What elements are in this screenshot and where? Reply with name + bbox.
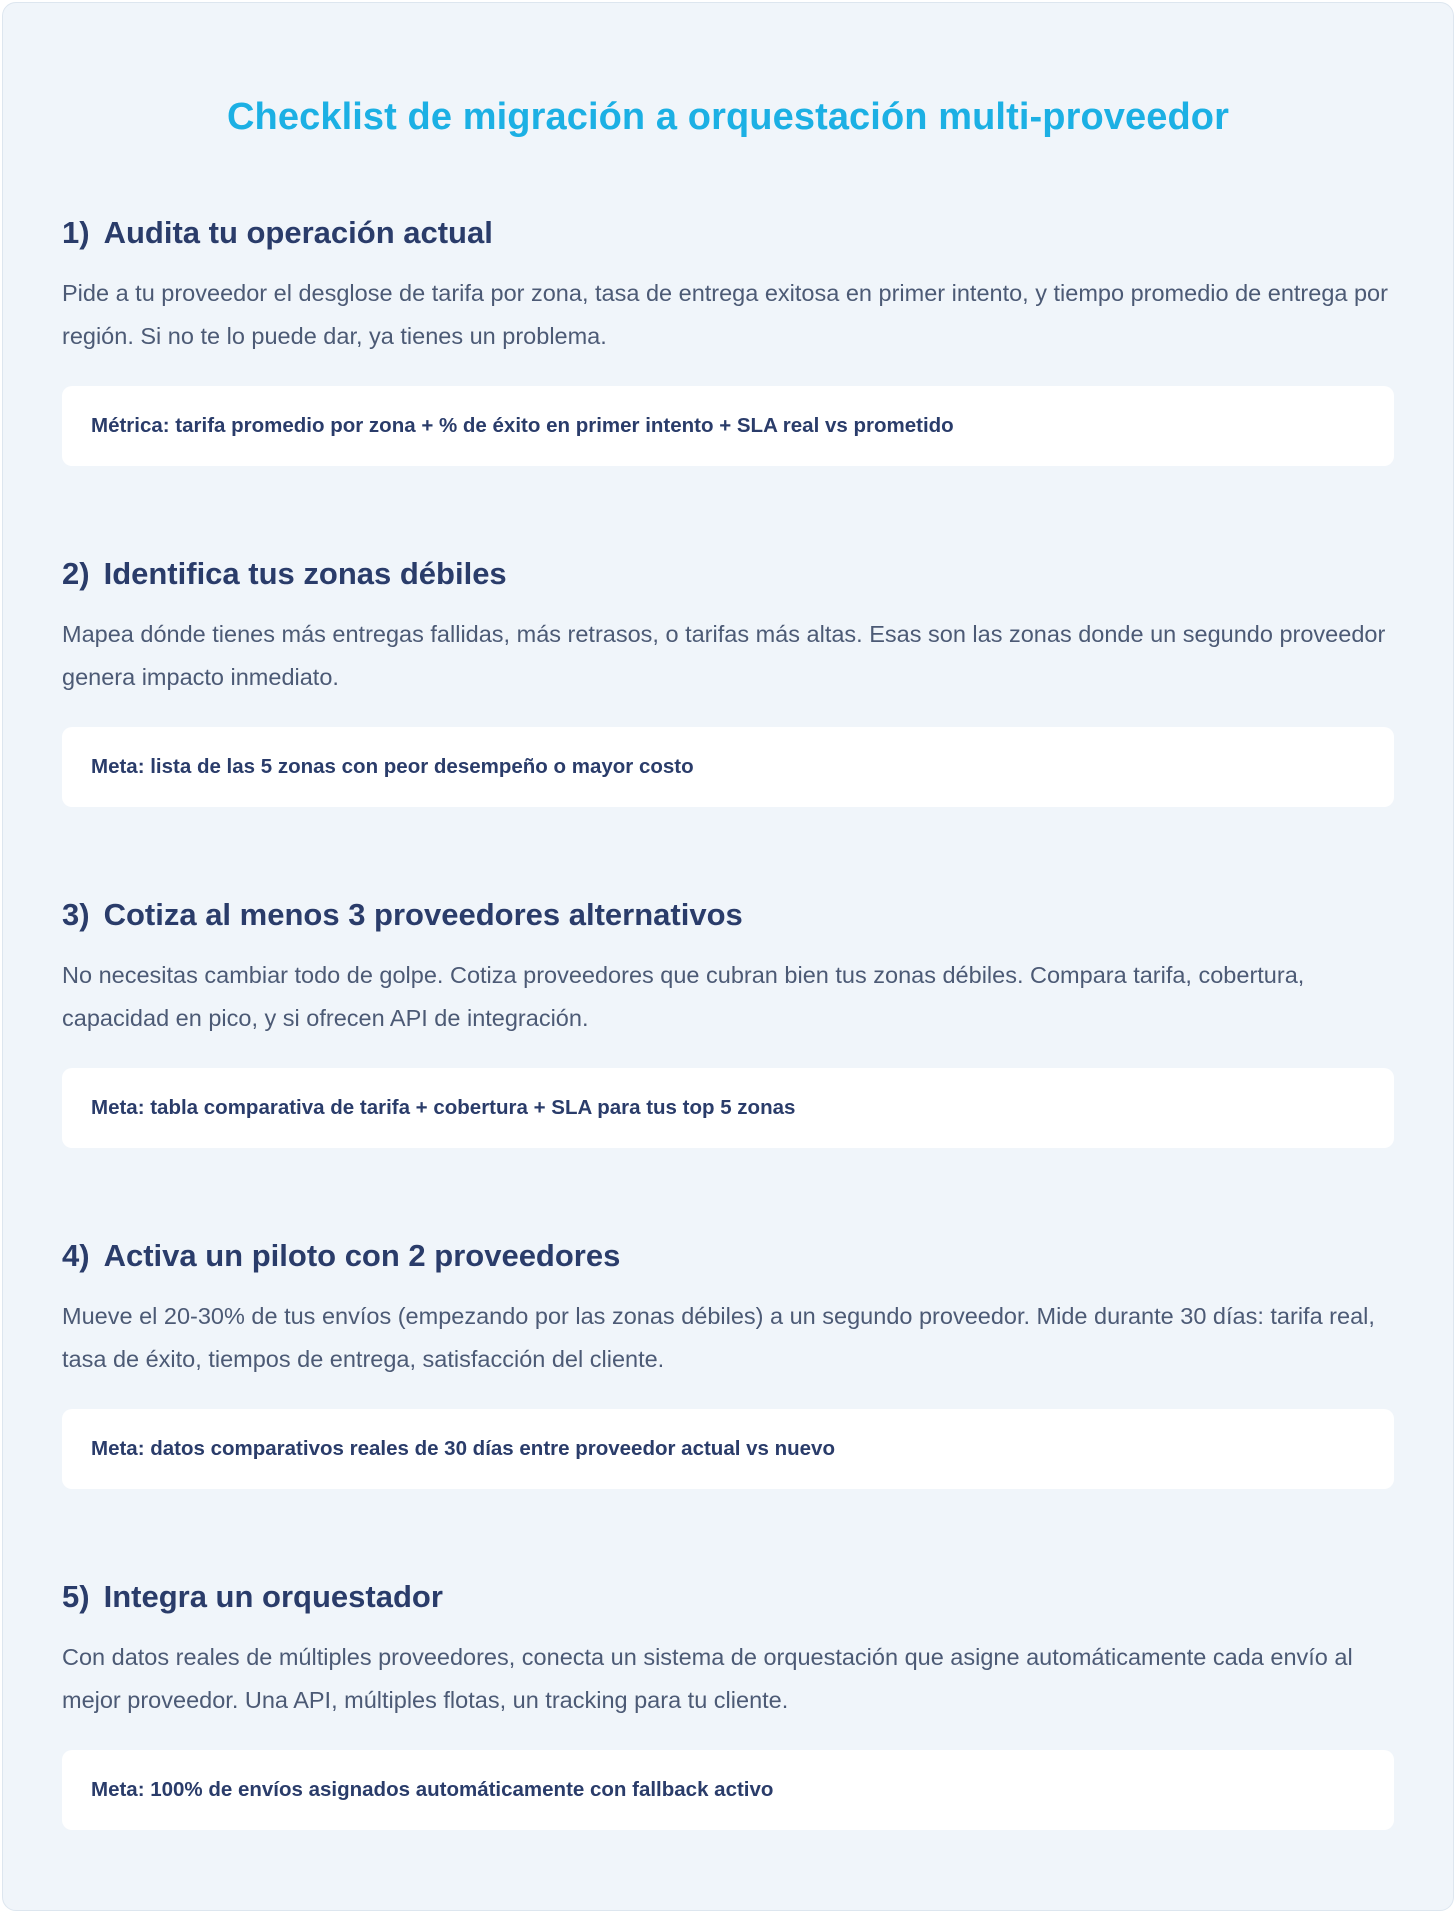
step-heading <box>62 885 1394 945</box>
step-metric-box: Meta: tabla comparativa de tarifa + cobertura + SLA para tus top 5 zonas <box>62 1068 1394 1148</box>
step-heading <box>62 1226 1394 1286</box>
step-description: Con datos reales de múltiples proveedores, conecta un sistema de orquestación que asigne automáticamente cada envío al mejor proveedor. Una API, múltiples flotas, un tracking para tu cliente. <box>62 1644 1353 1713</box>
step-title: Audita tu operación actual <box>103 215 493 250</box>
step-heading <box>62 1567 1394 1627</box>
checklist-step-5 <box>62 1567 1394 1908</box>
step-number: 4) <box>62 1238 90 1273</box>
step-description: No necesitas cambiar todo de golpe. Cotiza proveedores que cubran bien tus zonas débiles. Compara tarifa, cobertura, capacidad en pico, y si ofrecen API de integración. <box>62 962 1305 1031</box>
step-description: Pide a tu proveedor el desglose de tarifa por zona, tasa de entrega exitosa en primer intento, y tiempo promedio de entrega por región. Si no te lo puede dar, ya tienes un problema. <box>62 280 1388 349</box>
checklist-sections <box>62 203 1394 1908</box>
step-heading <box>62 203 1394 263</box>
checklist-step-3 <box>62 885 1394 1226</box>
step-heading <box>62 544 1394 604</box>
step-title: Integra un orquestador <box>103 1579 443 1614</box>
step-metric-box: Meta: 100% de envíos asignados automáticamente con fallback activo <box>62 1750 1394 1830</box>
step-title: Cotiza al menos 3 proveedores alternativos <box>103 897 743 932</box>
step-number: 2) <box>62 556 90 591</box>
step-description: Mapea dónde tienes más entregas fallidas, más retrasos, o tarifas más altas. Esas son las zonas donde un segundo proveedor genera impacto inmediato. <box>62 621 1386 690</box>
step-number: 3) <box>62 897 90 932</box>
step-metric-box: Meta: lista de las 5 zonas con peor desempeño o mayor costo <box>62 727 1394 807</box>
checklist-step-1 <box>62 203 1394 544</box>
step-title: Identifica tus zonas débiles <box>103 556 507 591</box>
step-title: Activa un piloto con 2 proveedores <box>103 1238 621 1273</box>
checklist-card <box>2 2 1454 1911</box>
checklist-step-2 <box>62 544 1394 885</box>
page-title: Checklist de migración a orquestación multi-proveedor <box>227 96 1229 138</box>
step-number: 5) <box>62 1579 90 1614</box>
step-metric-box: Métrica: tarifa promedio por zona + % de éxito en primer intento + SLA real vs prometido <box>62 386 1394 466</box>
step-number: 1) <box>62 215 90 250</box>
step-description: Mueve el 20-30% de tus envíos (empezando por las zonas débiles) a un segundo proveedor. Mide durante 30 días: tarifa real, tasa de éxito, tiempos de entrega, satisfacción del cliente. <box>62 1303 1375 1372</box>
step-metric-box: Meta: datos comparativos reales de 30 días entre proveedor actual vs nuevo <box>62 1409 1394 1489</box>
checklist-step-4 <box>62 1226 1394 1567</box>
